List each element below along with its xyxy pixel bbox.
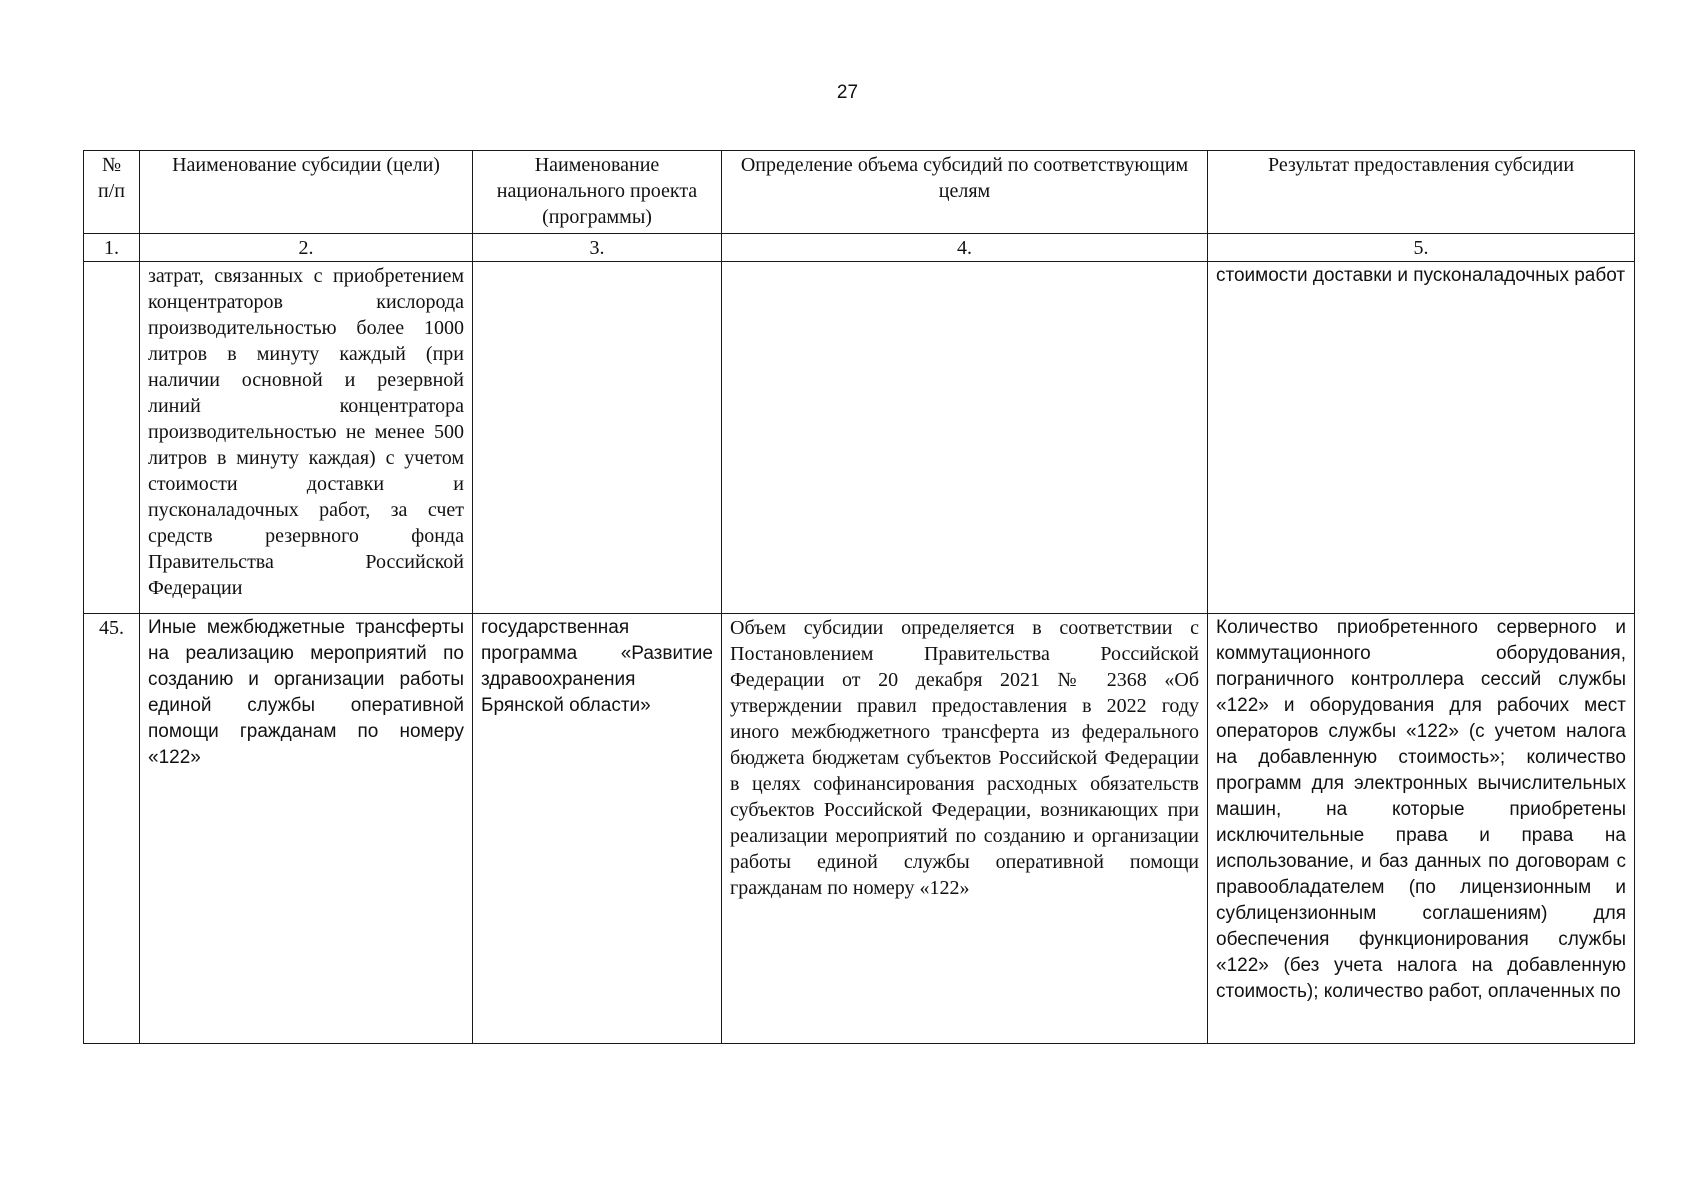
- table-row: [84, 614, 1635, 1044]
- page-number: 27: [836, 82, 859, 103]
- result-cell: Количество приобретенного серверного и коммутационного оборудования, пограничного контроллера сессий службы «122» и оборудования для рабочих мест операторов службы «122» (с учетом налога на добавленную стоимость»; количество программ для электронных вычислительных машин, на которые приобретены исключительные права и права на использование, и баз данных по договорам с правообладателем (по лицензионным и сублицензионным соглашениям) для обеспечения функционирования службы «122» (без учета налога на добавленную стоимость); количество работ, оплаченных по: [1208, 614, 1635, 1044]
- header-subsidy-name: Наименование субсидии (цели): [140, 151, 473, 234]
- index-cell: 1.: [84, 234, 140, 262]
- header-num: № п/п: [84, 151, 140, 234]
- header-national-project: Наименование национального проекта (программы): [473, 151, 722, 234]
- row-number: 45.: [84, 614, 140, 1044]
- volume-definition-cell: Объем субсидии определяется в соответствии с Постановлением Правительства Российской Федерации от 20 декабря 2021 № 2368 «Об утверждении правил предоставления в 2022 году иного межбюджетного трансферта из федерального бюджета бюджетам субъектов Российской Федерации в целях софинансирования расходных обязательств субъектов Российской Федерации, возникающих при реализации мероприятий по созданию и организации работы единой службы оперативной помощи гражданам по номеру «122»: [722, 614, 1208, 1044]
- header-result: Результат предоставления субсидии: [1208, 151, 1635, 234]
- row-number: [84, 262, 140, 614]
- index-cell: 3.: [473, 234, 722, 262]
- index-cell: 4.: [722, 234, 1208, 262]
- header-volume-definition: Определение объема субсидий по соответствующим целям: [722, 151, 1208, 234]
- national-project-cell: государственная программа «Развитие здравоохранения Брянской области»: [473, 614, 722, 1044]
- index-cell: 5.: [1208, 234, 1635, 262]
- subsidy-name-cell: затрат, связанных с приобретением концентраторов кислорода производительностью более 1000 литров в минуту каждый (при наличии основной и резервной линий концентратора производительностью не менее 500 литров в минуту каждая) с учетом стоимости доставки и пусконаладочных работ, за счет средств резервного фонда Правительства Российской Федерации: [140, 262, 473, 614]
- result-cell: стоимости доставки и пусконаладочных работ: [1208, 262, 1635, 614]
- table-header-row: [84, 151, 1635, 234]
- subsidy-name-cell: Иные межбюджетные трансферты на реализацию мероприятий по созданию и организации работы единой службы оперативной помощи гражданам по номеру «122»: [140, 614, 473, 1044]
- subsidy-table: [83, 150, 1635, 1044]
- index-cell: 2.: [140, 234, 473, 262]
- table-row: [84, 262, 1635, 614]
- table-index-row: [84, 234, 1635, 262]
- volume-definition-cell: [722, 262, 1208, 614]
- national-project-cell: [473, 262, 722, 614]
